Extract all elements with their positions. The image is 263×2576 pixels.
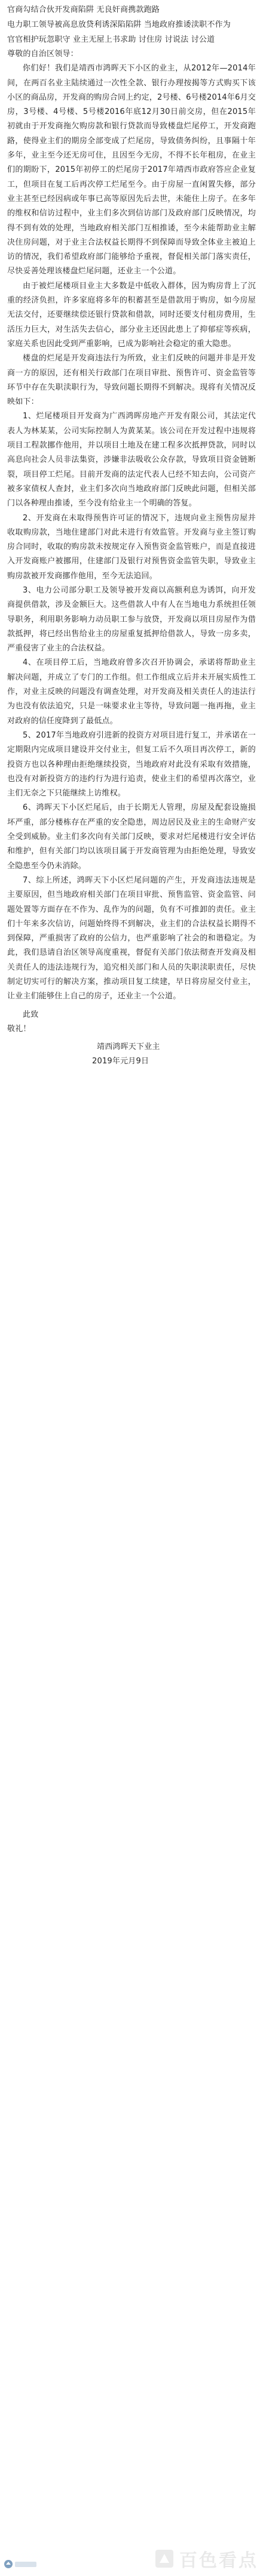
- list-item: 1、烂尾楼项目开发商为广西鸿晖房地产开发有限公司，其法定代表人为林某某，公司实际控制人为黄某某。该公司在开发过程中违规将项目工程款挪作他用，并以项目土地及在建工程多次抵押贷款，同时以高息向社会人员非法集资，涉嫌非法吸收公众存款，导致项目资金链断裂，项目停工烂尾。目前开发商的法定代表人已经不知去向，公司资产被多家债权人查封，业主们多次向当地政府部门反映此问题，但相关部门以各种理由推诿，至今没有给业主一个明确的答复。: [7, 412, 256, 508]
- list-item: 2、开发商在未取得预售许可证的情况下，违规向业主预售房屋并收取购房款，当地住建部门对此未进行有效监管。开发商与业主签订购房合同时，收取的购房款未按规定存入预售资金监管账户，而是直接进入开发商账户被挪用，住建部门及银行对预售资金监管失职，导致业主购房款被开发商挪作他用，至今无法追回。: [7, 513, 256, 581]
- intro-paragraph-1: 你们好！我们是靖西市鸿晖天下小区的业主，从2012年—2014年间，在两百名业主陆续通过一次性全款、银行办理按揭等方式购买下该小区的商品房，开发商的购房合同上约定，2号楼、6号楼2014年6月交房，3号楼、4号楼、5号楼2016年底12月30日前交房，但在2015年初就由于开发商拖欠购房款和银行贷款而导致楼盘烂尾停工，开发商跑路，使得业主们的期房全部变成了烂尾房，导致债务纠纷，且事隔十年多年，业主至今还无房可住，且因至今无房，不得不长年租房，在业主们的期盼下，2015年初停工的烂尾房于2017年靖西市政府答应企业复工，但项目在复工后再次停工烂尾至今。由于房屋一直闲置失修，部分业主甚至已经因病或年事已高等原因先后去世，未能住上房子。在多年的维权和信访过程中，业主们多次到信访部门及政府部门反映情况，均得不到有效的处理，当地政府相关部门互相推诿，至今未能帮助业主解决住房问题，对于业主合法权益长期得不到保障而导致全体业主被迫上访的情况，我们希望政府部门能够给予重视，督促相关部门落实责任，尽快妥善处理该楼盘烂尾问题，还业主一个公道。: [7, 64, 256, 276]
- watermark-text: 百色看点: [179, 2550, 258, 2571]
- brand-corner-bar: [15, 2562, 36, 2567]
- salutation: 尊敬的自治区领导：: [7, 50, 78, 58]
- signature: 靖西鸿晖天下业主: [97, 1042, 160, 1052]
- intro-paragraph-2: 由于被烂尾楼项目业主大多数是中低收入群体，因为购房背上了沉重的经济负担，许多家庭将多年的积蓄甚至是借款用于购房，如今房屋无法交付，还要继续偿还银行贷款和借款，同时还要支付租房费用，生活压力巨大，对生活失去信心，部分业主还因此患上了抑郁症等疾病，家庭关系也因此受到严重影响，已成为影响社会稳定的重大隐患。: [7, 281, 256, 348]
- title-line-1: 官商勾结合伙开发商陷阱 无良奸商携款跑路: [7, 5, 160, 14]
- salute-text: 敬礼！: [7, 1024, 31, 1034]
- list-item: 4、在项目停工后，当地政府曾多次召开协调会，承诺将帮助业主解决问题，并成立了专门的工作组。但工作组成立后并未开展实质性工作，对业主反映的问题没有调查处理，对开发商及相关责任人的违法行为也没有依法追究，只是一味要求业主等待，导致问题一拖再拖，业主对政府的信任度降到了最低点。: [7, 658, 256, 726]
- watermark: [79, 2545, 258, 2572]
- brand-corner-logo: [4, 2558, 39, 2570]
- closing-text: 此致: [23, 1010, 39, 1019]
- signature-date: 2019年元月9日: [92, 1057, 149, 1066]
- facts-intro: 楼盘的烂尾是开发商违法行为所致，业主们反映的问题并非是开发商一方的原因，还有相关行政部门在项目审批、预售许可、资金监管等环节中存在失职渎职行为，导致问题长期得不到解决。现将有关情况反映如下：: [7, 354, 256, 407]
- list-item: 7、综上所述，鸿晖天下小区烂尾问题的产生，开发商违法违规是主要原因，但当地政府相关部门在项目审批、预售监管、资金监管、问题处置等方面存在不作为、乱作为的问题，负有不可推卸的责任。业主们十年来多次信访，问题始终得不到解决，业主们的合法权益长期得不到保障，严重损害了政府的公信力，也严重影响了社会的和谐稳定。为此，我们恳请自治区领导高度重视，督促有关部门依法彻查开发商及相关责任人的违法违规行为，追究相关部门和人员的失职渎职责任，尽快制定切实可行的解决方案，推动项目复工续建，早日将房屋交付业主，让业主们能够住上自己的房子，还业主一个公道。: [7, 875, 256, 1001]
- brand-mark-icon: [4, 2559, 13, 2569]
- list-item: 5、2017年当地政府引进新的投资方对项目进行复工，并承诺在一定期限内完成项目建设并交付业主，但复工后不久项目再次停工，新的投资方也以各种理由拒绝继续投资，当地政府对此没有采取有效措施，也没有对新投资方的违约行为进行追责，使业主们的希望再次落空，业主们无奈之下只能继续上访维权。: [7, 730, 256, 798]
- complaint-letter: [7, 2, 256, 1069]
- letter-title: [7, 2, 256, 47]
- list-item: 6、鸿晖天下小区烂尾后，由于长期无人管理，房屋及配套设施损坏严重，部分楼栋存在严重的安全隐患，周边居民及业主的生命财产安全受到威胁。业主们多次向有关部门反映，要求对烂尾楼进行安全评估和维护，但有关部门均以该项目属于开发商管理为由拒绝处理，导致安全隐患至今仍未消除。: [7, 803, 256, 871]
- list-item: 3、电力公司部分职工及领导被开发商以高额利息为诱饵，向开发商提供借款，涉及金额巨大。这些借款人中有人在当地电力系统担任领导职务，利用职务影响力动员职工参与放贷，开发商以项目房屋作为借款抵押，将已经出售给业主的房屋重复抵押给借款人，导致一房多卖，严重侵害了业主的合法权益。: [7, 585, 256, 653]
- watermark-logo-icon: [154, 2549, 175, 2569]
- title-line-2: 电力职工领导被高息放贷利诱深陷陷阱 当地政府推诿渎职不作为: [7, 20, 231, 29]
- title-line-3: 官官相护玩忽职守 业主无屋上书求助 讨住房 讨说法 讨公道: [7, 35, 215, 44]
